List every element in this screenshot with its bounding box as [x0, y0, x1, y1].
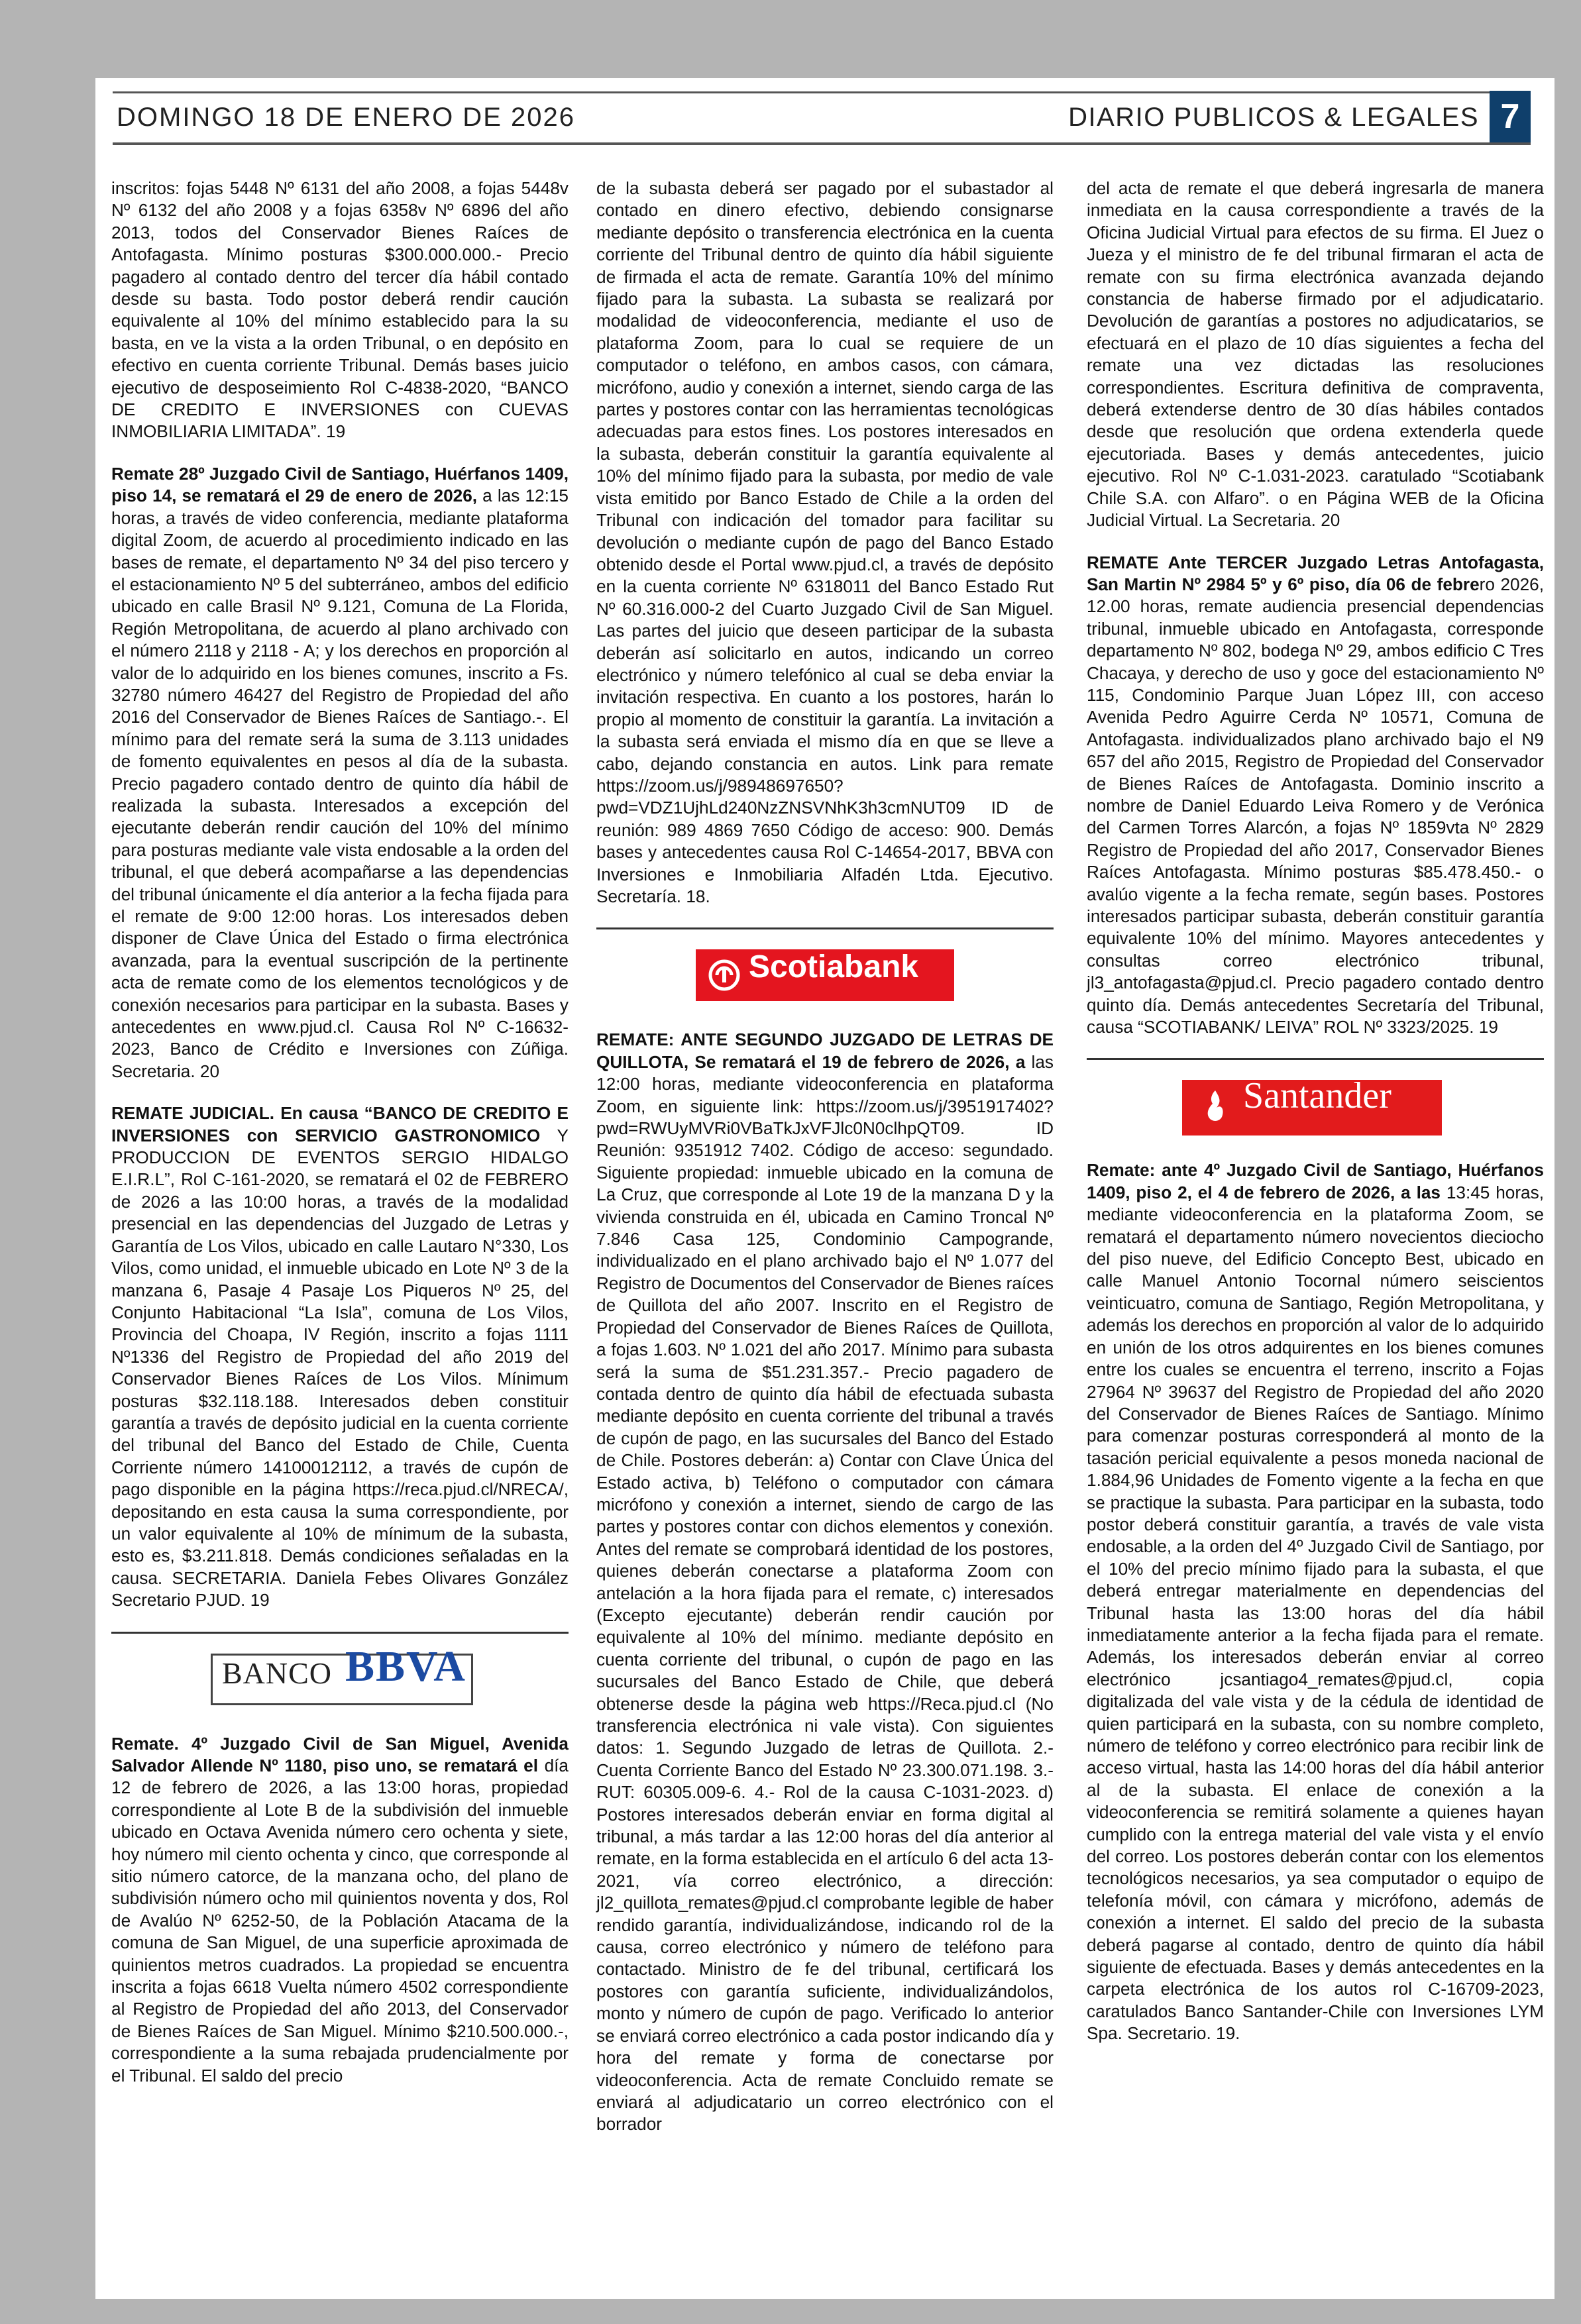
- santander-logo-row: [1087, 1060, 1544, 1139]
- bbva-banco-text: BANCO: [222, 1656, 333, 1690]
- notice-body: día 12 de febrero de 2026, a las 13:00 horas, propiedad correspondiente al Lote B de la subdivisión del inmueble ubicado en Octava Avenida número cero ochenta y siete, hoy número mil ciento ochenta y cinco, que corresponde al sitio número catorce, de la manzana ocho, del plano de subdivisión número ocho mil quinientos noventa y dos, Rol de Avalúo Nº 6252-50, de la Población Atacama de la comuna de San Miguel, de una superficie aproximada de quinientos metros cuadrados. La propiedad se encuentra inscrita a fojas 6618 Vuelta número 4502 correspondiente al Registro de Propiedad del año 2013, del Conservador de Bienes Raíces de San Miguel. Mínimo $210.500.000.-, correspondiente a la suma rebajada prudencialmente por el Tribunal. El saldo del precio: [111, 1756, 569, 2086]
- notice-body: las 12:00 horas, mediante videoconferencia en plataforma Zoom, en siguiente link: https://zoom.us/j/3951917402?pwd=RWUyMVRi0VBaTkJxVFJlc0N0clhpQT09. ID Reunión: 9351912 7402. Código de acceso: segundado. Siguiente propiedad: inmueble ubicado en la comuna de La Cruz, que corresponde al Lote 19 de la manzana D y la vivienda construida en él, ubicada en Camino Troncal Nº 7.846 Casa 125, Condominio Campogrande, individualizado en el plano archivado bajo el Nº 1.077 del Registro de Documentos del Conservador de Bienes raíces de Quillota del año 2007. Inscrito en el Registro de Propiedad del Conservador de Bienes Raíces de Quillota, a fojas 1.603. Nº 1.021 del año 2017. Mínimo para subasta será la suma de $51.231.357.- Precio pagadero de contada dentro de quinto día hábil de efectuada subasta mediante depósito en cuenta corriente del tribunal a través de cupón de pago, en las sucursales del Banco del Estado de Chile. Postores deberán: a) Contar con Clave Única del Estado activa, b) Teléfono o computador con cámara micrófono y conexión a internet, siendo de cargo de las partes y postores contar con dichos elementos y conexión. Antes del remate se comprobará identidad de los postores, quienes deberán conectarse a plataforma Zoom con antelación a la hora fijada para el remate, c) interesados (Excepto ejecutante) deberán rendir caución por equivalente al 10% del mínimo. mediante depósito en cuenta corriente del tribunal, o cupón de pago en las sucursales del Banco Estado de Chile, que deberá obtenerse desde la página web https://Reca.pjud.cl (No transferencia electrónica ni vale vista). Con siguientes datos: 1. Segundo Juzgado de letras de Quillota. 2.- Cuenta Corriente Banco del Estado Nº 23.300.071.198. 3.- RUT: 60305.009-6. 4.- Rol de la causa C-1031-2023. d) Postores interesados deberán enviar en forma digital al tribunal, a más tardar a las 12:00 horas del día anterior al remate, en la forma establecida en el artículo 6 del acta 13-2021, vía correo electrónico, a dirección: jl2_quillota_remates@pjud.cl comprobante legible de haber rendido garantía, individualizándose, indicando rol de la causa, correo electrónico y número de teléfono para contactado. Ministro de fe del tribunal, certificará los postores con garantía suficiente, individualizándolos, monto y número de cupón de pago. Verificado lo anterior se enviará correo electrónico a cada postor indicando día y hora del remate y forma de conectarse por videoconferencia. Acta de remate Concluido remate se enviará al adjudicatario un correo electrónico con el borrador: [596, 1051, 1054, 2135]
- page-number: 7: [1490, 91, 1531, 142]
- notice-quillota-continued: [1087, 178, 1544, 532]
- notice-heading: REMATE JUDICIAL. En causa “BANCO DE CREDITO E INVERSIONES con SERVICIO GASTRONOMICO: [111, 1103, 569, 1145]
- notice-heading: Remate: ante 4º Juzgado Civil de Santiago, Huérfanos 1409, piso 2, el 4 de febrero de 2026, a las: [1087, 1160, 1544, 1202]
- santander-logo: [1182, 1075, 1442, 1136]
- scotiabank-logo-row: [596, 929, 1054, 1009]
- notice-tercer-juzgado-antofagasta: [1087, 552, 1544, 1039]
- issue-date: DOMINGO 18 DE ENERO DE 2026: [117, 103, 575, 132]
- newspaper-page: [95, 78, 1554, 2299]
- scotiabank-logo: [696, 949, 954, 1001]
- bbva-logo-row: [111, 1634, 569, 1713]
- notice-remate-judicial-los-vilos: [111, 1102, 569, 1611]
- notice-body: Y PRODUCCION DE EVENTOS SERGIO HIDALGO E.I.R.L”, Rol C-161-2020, se rematará el 02 de FEBRERO de 2026 a las 10:00 horas, a través de la modalidad presencial en las dependencias del Juzgado de Letras y Garantía de Los Vilos, ubicado en calle Lautaro N°330, Los Vilos, como unidad, el inmueble ubicado en Lote Nº 3 de la manzana 6, Pasaje 4 Pasaje Los Piqueros Nº 25, del Conjunto Habitacional “La Isla”, comuna de Los Vilos, Provincia del Choapa, IV Región, inscrito a fojas 1111 Nº1336 del Registro de Propiedad del año 2019 del Conservador Bienes Raíces de Los Vilos. Mínimum posturas $32.118.188. Interesados deben constituir garantía a través de depósito judicial en la cuenta corriente del tribunal del Banco del Estado de Chile, Cuenta Corriente número 14100012112, a través de cupón de pago disponible en la página https://reca.pjud.cl/NRECA/, depositando en esta causa la suma correspondiente, por un valor equivalente al 10% de mínimum de la subasta, esto es, $3.211.818. Demás condiciones señaladas en la causa. SECRETARIA. Daniela Febes Olivares González Secretario PJUD. 19: [111, 1125, 569, 1611]
- notice-heading: REMATE Ante TERCER Juzgado Letras Antofagasta, San Martin Nº 2984 5º y 6º piso, día 06 de febre: [1087, 552, 1544, 594]
- column-3: [1087, 178, 1544, 2278]
- bbva-logo: [211, 1642, 473, 1705]
- notice-heading: Remate 28º Juzgado Civil de Santiago, Huérfanos 1409, piso 14, se rematará el 29 de enero de 2026,: [111, 463, 569, 506]
- bbva-name-text: BBVA: [345, 1642, 466, 1691]
- page-header: [113, 91, 1531, 145]
- column-1: [111, 178, 569, 2278]
- scotiabank-globe-icon: [708, 959, 741, 992]
- notice-segundo-juzgado-quillota: [596, 1029, 1054, 2135]
- notice-body: de la subasta deberá ser pagado por el subastador al contado en dinero efectivo, debiendo consignarse mediante depósito o transferencia electrónica en la cuenta corriente del Tribunal dentro de quinto día hábil siguiente de firmada el acta de remate. Garantía 10% del mínimo fijado para la subasta. La subasta se realizará por modalidad de videoconferencia, mediante el uso de plataforma Zoom, para lo cual se requiere de un computador o teléfono, en ambos casos, con cámara, micrófono, audio y conexión a internet, siendo carga de las partes y postores contar con las herramientas tecnológicas adecuadas para estos fines. Los postores interesados en la subasta, deberán constituir la garantía equivalente al 10% del mínimo fijado para la subasta, por medio de vale vista emitido por Banco Estado de Chile a la orden del Tribunal con indicación del tomador para facilitar su devolución o mediante cupón de pago del Banco Estado obtenido desde el Portal www.pjud.cl, a través de depósito en la cuenta corriente Nº 6318011 del Banco Estado Rut Nº 60.316.000-2 del Cuarto Juzgado Civil de San Miguel. Las partes del juicio que deseen participar de la subasta deberán así solicitarlo en autos, indicando un correo electrónico y número telefónico al cual se deba enviar la invitación respectiva. En cuanto a los postores, harán lo propio al momento de constituir la garantía. La invitación a la subasta será enviada el mismo día en que se lleve a cabo, dejando constancia en autos. Link para remate https://zoom.us/j/98948697650?pwd=VDZ1UjhLd240NzZNSVNhK3h3cmNUT09 ID de reunión: 989 4869 7650 Código de acceso: 900. Demás bases y antecedentes causa Rol C-14654-2017, BBVA con Inversiones e Inmobiliaria Alfadén Ltda. Ejecutivo. Secretaría. 18.: [596, 178, 1054, 906]
- notice-body: del acta de remate el que deberá ingresarla de manera inmediata en la causa correspondiente a través de la Oficina Judicial Virtual para efectos de su firma. El Juez o Jueza y el ministro de fe del tribunal firmaran el acta de remate con su firma electrónica avanzada dejando constancia de haberse firmado por el adjudicatario. Devolución de garantías a postores no adjudicatarios, se efectuará en el plazo de 10 días siguientes a fecha del remate una vez dictadas las resoluciones correspondientes. Escritura definitiva de compraventa, deberá extenderse dentro de 30 días hábiles contados desde que resolución que ordena extenderla quede ejecutoriada. Bases y demás antecedentes, juicio ejecutivo. Rol Nº C-1.031-2023. caratulado “Scotiabank Chile S.A. con Alfaro”. o en Página WEB de la Oficina Judicial Virtual. La Secretaria. 20: [1087, 178, 1544, 531]
- santander-text: Santander: [1243, 1075, 1391, 1117]
- publication-name: DIARIO PUBLICOS & LEGALES: [1068, 103, 1479, 132]
- notice-body: ro 2026, 12.00 horas, remate audiencia presencial dependencias tribunal, inmueble ubicado en Antofagasta, corresponde departamento Nº 802, bodega Nº 29, ambos edificio C Tres Chacaya, y derecho de uso y goce del estacionamiento Nº 115, Condominio Parque Juan López III, con acceso Avenida Pedro Aguirre Cerda Nº 10571, Comuna de Antofagasta. individualizados plano archivado bajo el N9 657 del año 2015, Registro de Propiedad del Conservador de Bienes Raíces de Antofagasta. Dominio inscrito a nombre de Daniel Eduardo Leiva Romero y de Verónica del Carmen Torres Alarcón, a fojas Nº 1859vta Nº 2829 Registro de Propiedad del año 2017, Conservador Bienes Raíces Antofagasta. Mínimo posturas $85.478.450.- o avalúo vigente a la fecha remate, según bases. Postores interesados participar subasta, deberán constituir garantía equivalente 10% del mínimo. Mayores antecedentes y consultas correo electrónico tribunal, jl3_antofagasta@pjud.cl. Precio pagadero contado dentro quinto día. Demás antecedentes Secretaría del Tribunal, causa “SCOTIABANK/ LEIVA” ROL Nº 3323/2025. 19: [1087, 574, 1545, 1037]
- notice-1-continued: [111, 178, 569, 443]
- scotiabank-text: Scotiabank: [749, 949, 919, 985]
- notice-4-juzgado-san-miguel: [111, 1733, 569, 2087]
- notice-body: 13:45 horas, mediante videoconferencia en la plataforma Zoom, se rematará el departamento número novecientos dieciocho del piso nueve, del Edificio Concepto Best, ubicado en calle Manuel Antonio Tocornal número seiscientos veinticuatro, comuna de Santiago, Región Metropolitana, y además los derechos en proporción al valor de lo adquirido en unión de los otros adquirentes en los bienes comunes entre los cuales se encuentra el terreno, inscrito a Fojas 27964 Nº 39637 del Registro de Propiedad del año 2020 del Conservador de Bienes Raíces de Santiago. Mínimo para comenzar posturas corresponderá al monto de la tasación pericial equivalente a pesos moneda nacional de 1.884,96 Unidades de Fomento vigente a la fecha en que se practique la subasta. Para participar en la subasta, todo postor deberá constituir garantía, a través de vale vista endosable, a la orden del 4º Juzgado Civil de Santiago, por el 10% del precio mínimo fijado para la subasta, el que deberá entregar materialmente en dependencias del Tribunal hasta las 13:00 horas del día hábil inmediatamente anterior a la fecha fijada para el remate. Además, los interesados deberán enviar al correo electrónico jcsantiago4_remates@pjud.cl, copia digitalizada del vale vista y de la cédula de identidad de quien participará en la subasta, con su nombre completo, número de teléfono y correo electrónico para recibir link de acceso virtual, hasta las 14:00 horas del día hábil anterior al de la subasta. El enlace de conexión a la videoconferencia se remitirá solamente a quienes hayan cumplido con la entrega material del vale vista y el envío del correo. Los postores deberán contar con los elementos tecnológicos necesarios, ya sea computador o equipo de telefonía móvil, con cámara y micrófono, además de conexión a internet. El saldo del precio de la subasta deberá pagarse al contado, dentro de quinto día hábil siguiente de efectuada. Bases y demás antecedentes en la carpeta electrónica de los autos rol C-16709-2023, caratulados Banco Santander-Chile con Inversiones LYM Spa. Secretario. 19.: [1087, 1182, 1544, 2044]
- notice-4-juzgado-santiago: [1087, 1159, 1544, 2044]
- notice-body: inscritos: fojas 5448 Nº 6131 del año 2008, a fojas 5448v Nº 6132 del año 2008 y a fojas 6358v Nº 6896 del año 2013, todos del Conservador Bienes Raíces de Antofagasta. Mínimo posturas $300.000.000.- Precio pagadero al contado dentro del tercer día hábil contado desde su basta. Todo postor deberá rendir caución equivalente al 10% del mínimo establecido para la su basta, en ve la vista a la orden Tribunal, o en depósito en efectivo en cuenta corriente Tribunal. Demás bases juicio ejecutivo de desposeimiento Rol C-4838-2020, “BANCO DE CREDITO E INVERSIONES con CUEVAS INMOBILIARIA LIMITADA”. 19: [111, 178, 569, 442]
- notice-san-miguel-continued: [596, 178, 1054, 908]
- notice-body: a las 12:15 horas, a través de video conferencia, mediante plataforma digital Zoom, de acuerdo al procedimiento indicado en las bases de remate, el departamento Nº 34 del piso tercero y el estacionamiento Nº 5 del subterráneo, ambos del edificio ubicado en calle Brasil Nº 9.121, Comuna de La Florida, Región Metropolitana, de acuerdo al plano archivado con el número 2118 y 2118 - A; y los derechos en proporción al valor de lo adquirido en los bienes comunes, inscrito a Fs. 32780 número 46427 del Registro de Propiedad del año 2016 del Conservador de Bienes Raíces de Santiago.-. El mínimo para del remate será la suma de 3.113 unidades de fomento equivalentes en pesos al día de la subasta. Precio pagadero contado dentro de quinto día hábil de realizada la subasta. Interesados a excepción del ejecutante deberán rendir caución del 10% del mínimo para posturas mediante vale vista endosable a la orden del tribunal, el que deberá acompañarse a las dependencias del tribunal únicamente el día anterior a la fecha fijada para el remate de 9:00 12:00 horas. Los interesados deben disponer de Clave Única del Estado o firma electrónica avanzada, para la eventual suscripción de la pertinente acta de remate como de los elementos tecnológicos y de conexión necesarios para participar en la subasta. Bases y antecedentes en www.pjud.cl. Causa Rol Nº C-16632-2023, Banco de Crédito e Inversiones con Zúñiga. Secretaria. 20: [111, 486, 569, 1081]
- santander-flame-icon: [1199, 1088, 1231, 1128]
- column-2: [596, 178, 1054, 2278]
- notice-28-juzgado-santiago: [111, 463, 569, 1083]
- notice-heading: REMATE: ANTE SEGUNDO JUZGADO DE LETRAS DE QUILLOTA, Se rematará el 19 de febrero de 2026, a: [596, 1030, 1054, 1072]
- notice-heading: Remate. 4º Juzgado Civil de San Miguel, Avenida Salvador Allende Nº 1180, piso uno, se rematará el: [111, 1733, 569, 1775]
